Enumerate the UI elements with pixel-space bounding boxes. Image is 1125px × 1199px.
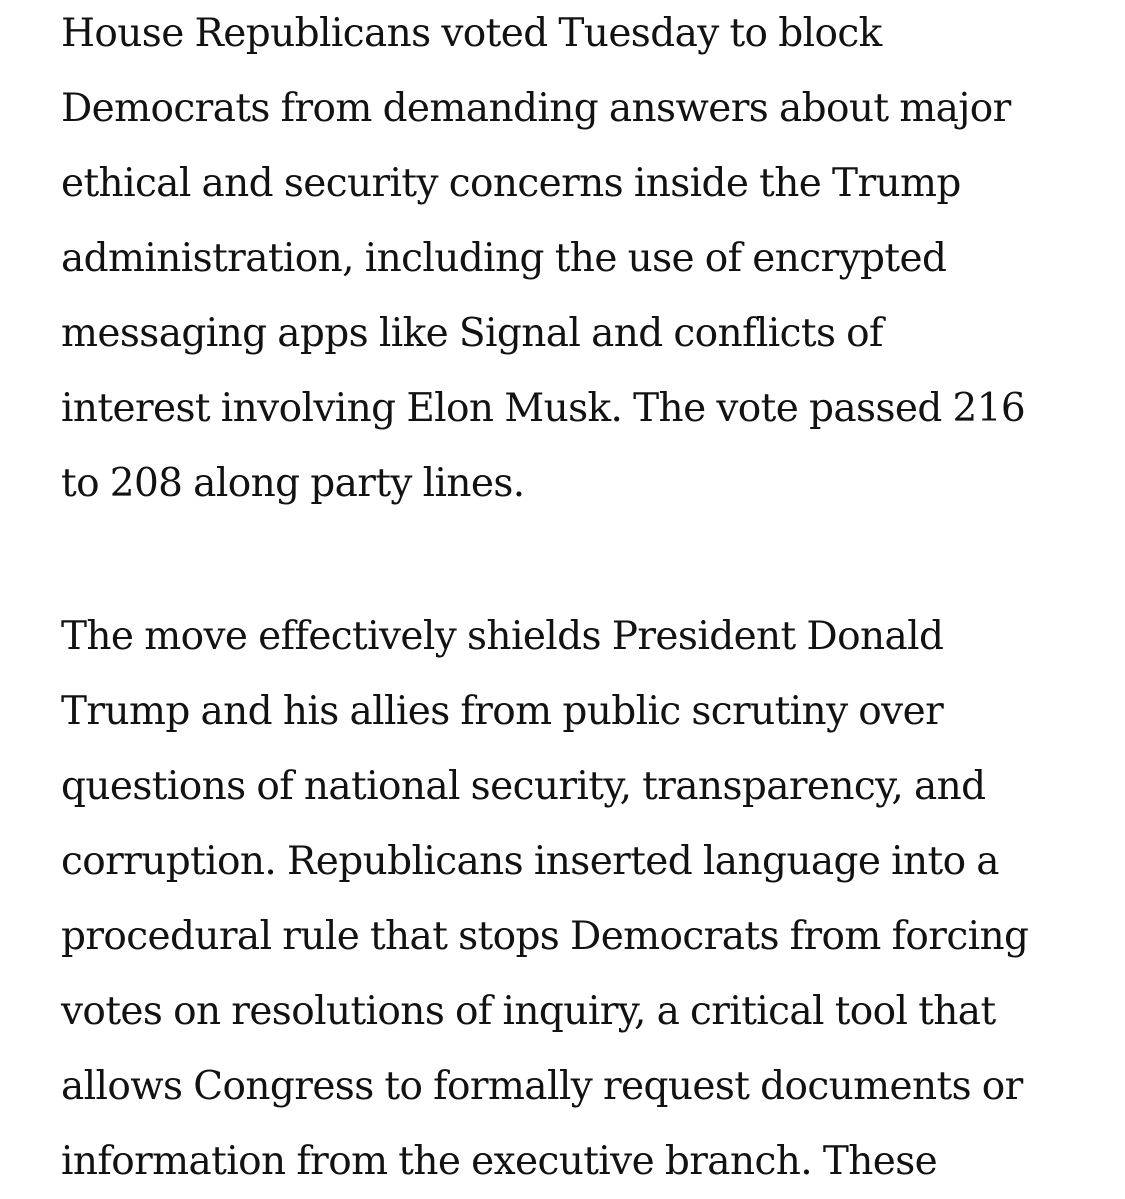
text-line: ethical and security concerns inside the Trump <box>61 161 961 206</box>
text-line: interest involving Elon Musk. The vote passed 216 <box>61 386 1026 431</box>
paragraph-spacer <box>61 521 1071 599</box>
text-line: Trump and his allies from public scrutiny over <box>61 689 944 734</box>
text-line: The move effectively shields President Donald <box>61 614 944 659</box>
text-line: allows Congress to formally request documents or <box>61 1064 1023 1109</box>
text-line: questions of national security, transparency, and <box>61 764 986 809</box>
text-line: messaging apps like Signal and conflicts of <box>61 311 883 356</box>
paragraph <box>61 599 1071 1199</box>
text-line: Democrats from demanding answers about major <box>61 86 1011 131</box>
text-line: House Republicans voted Tuesday to block <box>61 11 882 56</box>
text-line: to 208 along party lines. <box>61 461 525 506</box>
text-line: procedural rule that stops Democrats from forcing <box>61 914 1029 959</box>
text-line: corruption. Republicans inserted language into a <box>61 839 999 884</box>
text-line: information from the executive branch. These <box>61 1139 938 1184</box>
text-line: administration, including the use of encrypted <box>61 236 947 281</box>
text-line: votes on resolutions of inquiry, a critical tool that <box>61 989 996 1034</box>
paragraph <box>61 0 1071 521</box>
article-body <box>61 0 1071 1199</box>
